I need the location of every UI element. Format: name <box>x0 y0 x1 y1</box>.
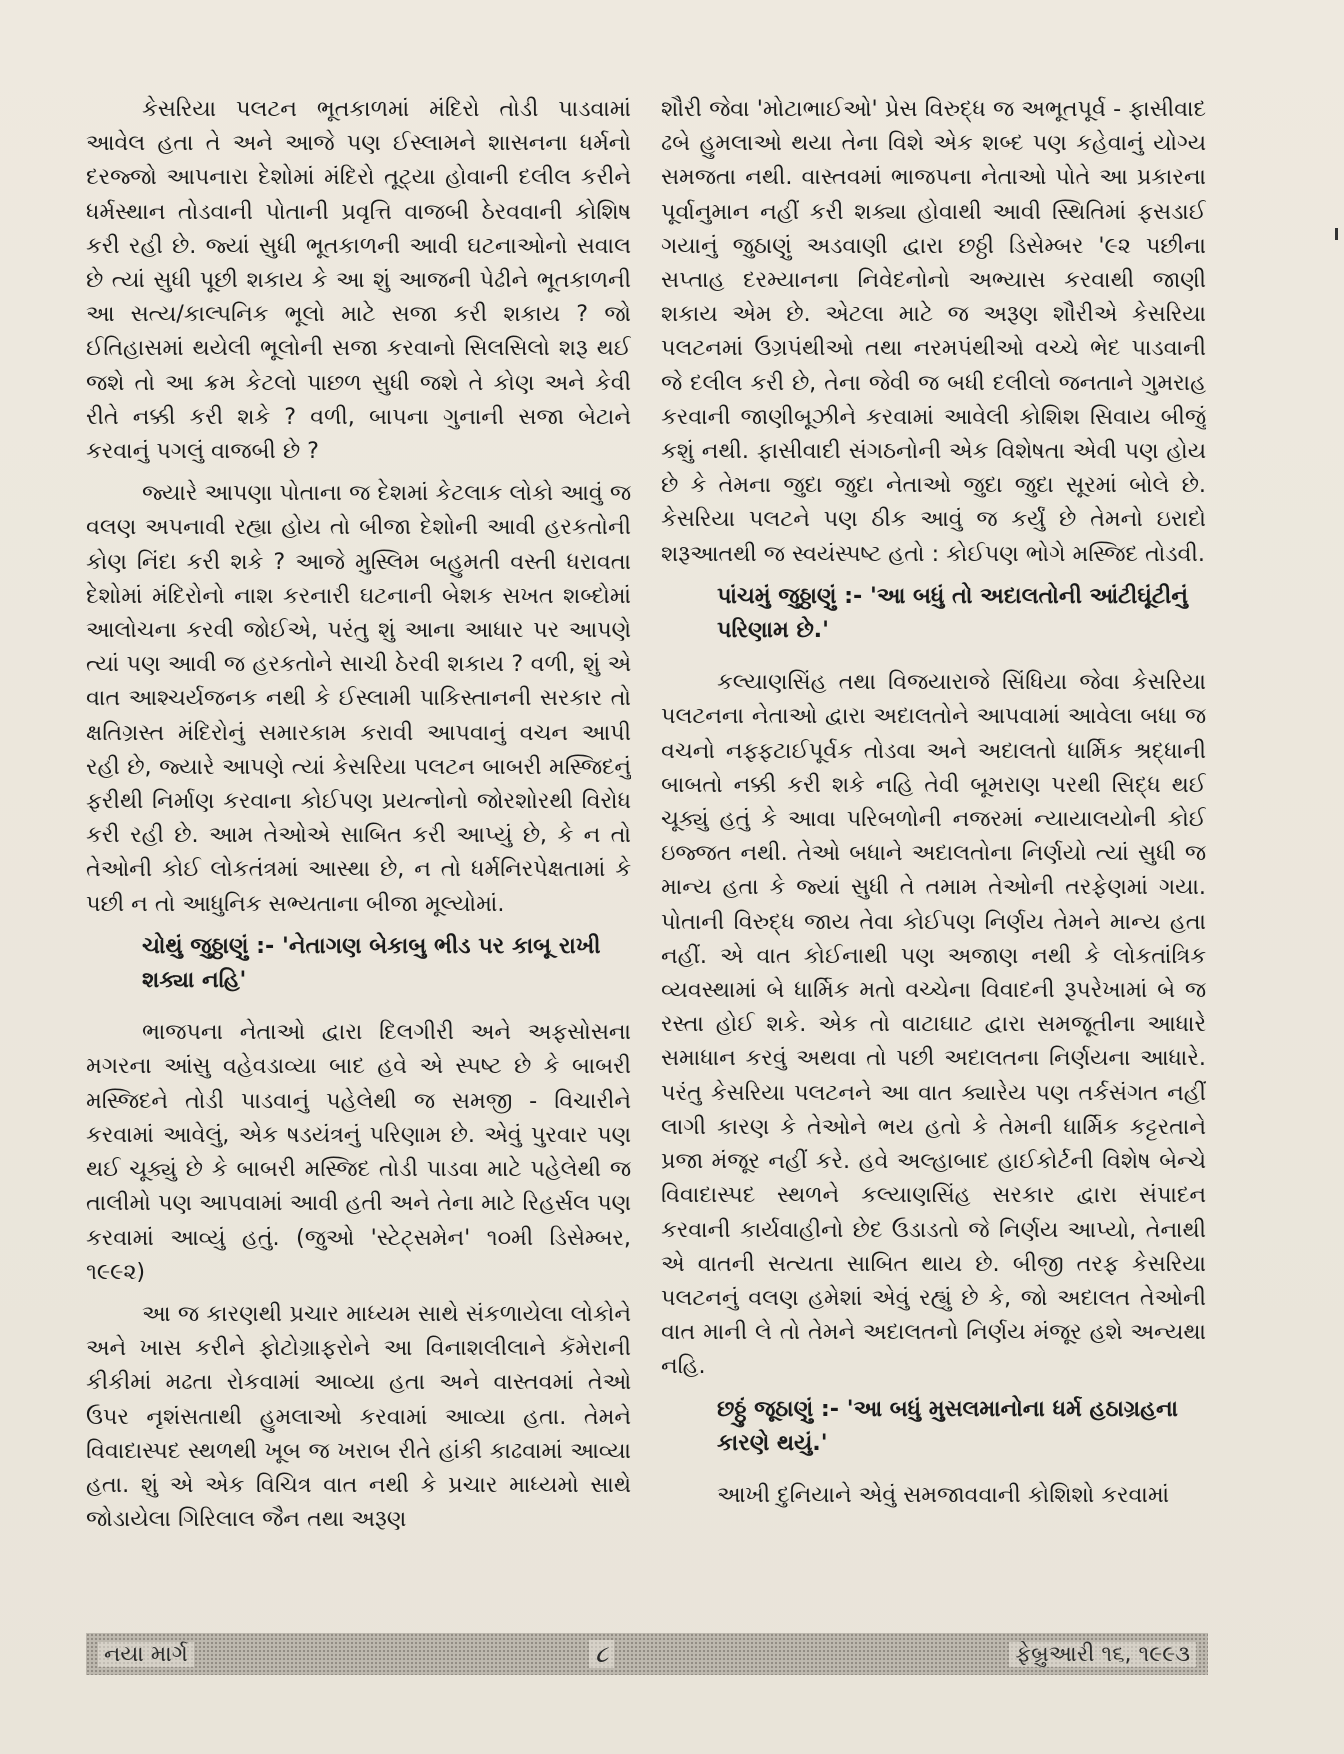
paragraph: કલ્યાણસિંહ તથા વિજયારાજે સિંધિયા જેવા કેસરિયા પલટનના નેતાઓ દ્વારા અદાલતોને આપવામાં આવેલા બધા જ વચનો નફ્ફટાઈપૂર્વક તોડવા અને અદાલતો ધાર્મિક શ્રદ્ધાની બાબતો નક્કી કરી શકે નહિ તેવી બૂમરાણ પરથી સિદ્ધ થઈ ચૂક્યું હતું કે આવા પરિબળોની નજરમાં ન્યાયાલયોની કોઈ ઇજ્જત નથી. તેઓ બધાને અદાલતોના નિર્ણયો ત્યાં સુધી જ માન્ય હતા કે જ્યાં સુધી તે તમામ તેઓની તરફેણમાં ગયા. પોતાની વિરુદ્ધ જાય તેવા કોઈપણ નિર્ણય તેમને માન્ય હતા નહીં. એ વાત કોઈનાથી પણ અજાણ નથી કે લોકતાંત્રિક વ્યવસ્થામાં બે ધાર્મિક મતો વચ્ચેના વિવાદની રૂપરેખામાં બે જ રસ્તા હોઈ શકે. એક તો વાટાઘાટ દ્વારા સમજૂતીના આધારે સમાધાન કરવું અથવા તો પછી અદાલતના નિર્ણયના આધારે. પરંતુ કેસરિયા પલટનને આ વાત ક્યારેય પણ તર્કસંગત નહીં લાગી કારણ કે તેઓને ભય હતો કે તેમની ધાર્મિક કટ્ટરતાને પ્રજા મંજૂર નહીં કરે. હવે અલ્હાબાદ હાઈકોર્ટની વિશેષ બેન્ચે વિવાદાસ્પદ સ્થળને કલ્યાણસિંહ સરકાર દ્વારા સંપાદન કરવાની કાર્યવાહીનો છેદ ઉડાડતો જે નિર્ણય આપ્યો, તેનાથી એ વાતની સત્યતા સાબિત થાય છે. બીજી તરફ કેસરિયા પલટનનું વલણ હમેશાં એવું રહ્યું છે કે, જો અદાલત તેઓની વાત માની લે તો તેમને અદાલતનો નિર્ણય મંજૂર હશે અન્યથા નહિ. <box>661 669 1206 1380</box>
margin-mark <box>1335 228 1338 240</box>
right-column <box>661 92 1206 1612</box>
issue-date: ફેબ્રુઆરી ૧૬, ૧૯૯૩ <box>1009 1642 1196 1667</box>
page-footer <box>86 1633 1208 1675</box>
paragraph: જ્યારે આપણા પોતાના જ દેશમાં કેટલાક લોકો આવું જ વલણ અપનાવી રહ્યા હોય તો બીજા દેશોની આવી હરકતોની કોણ નિંદા કરી શકે ? આજે મુસ્લિમ બહુમતી વસ્તી ધરાવતા દેશોમાં મંદિરોનો નાશ કરનારી ઘટનાની બેશક સખત શબ્દોમાં આલોચના કરવી જોઈએ, પરંતુ શું આના આધાર પર આપણે ત્યાં પણ આવી જ હરકતોને સાચી ઠેરવી શકાય ? વળી, શું એ વાત આશ્ચર્યજનક નથી કે ઈસ્લામી પાકિસ્તાનની સરકાર તો ક્ષતિગ્રસ્ત મંદિરોનું સમારકામ કરાવી આપવાનું વચન આપી રહી છે, જ્યારે આપણે ત્યાં કેસરિયા પલટન બાબરી મસ્જિદનું ફરીથી નિર્માણ કરવાના કોઈપણ પ્રયત્નોનો જોરશોરથી વિરોધ કરી રહી છે. આમ તેઓએ સાબિત કરી આપ્યું છે, કે ન તો તેઓની કોઈ લોકતંત્રમાં આસ્થા છે, ન તો ધર્મનિરપેક્ષતામાં કે પછી ન તો આધુનિક સભ્યતાના બીજા મૂલ્યોમાં. <box>86 480 631 917</box>
page-number: ૮ <box>589 1640 614 1668</box>
magazine-name: નયા માર્ગ <box>98 1642 194 1667</box>
paragraph: શૌરી જેવા 'મોટાભાઈઓ' પ્રેસ વિરુદ્ધ જ અભૂતપૂર્વ - ફાસીવાદ ઢબે હુમલાઓ થયા તેના વિશે એક શબ્દ પણ કહેવાનું યોગ્ય સમજતા નથી. વાસ્તવમાં ભાજપના નેતાઓ પોતે આ પ્રકારના પૂર્વાનુમાન નહીં કરી શક્યા હોવાથી આવી સ્થિતિમાં ફસડાઈ ગયાનું જુઠાણું અડવાણી દ્વારા છઠ્ઠી ડિસેમ્બર '૯૨ પછીના સપ્તાહ દરમ્યાનના નિવેદનોનો અભ્યાસ કરવાથી જાણી શકાય એમ છે. એટલા માટે જ અરૂણ શૌરીએ કેસરિયા પલટનમાં ઉગ્રપંથીઓ તથા નરમપંથીઓ વચ્ચે ભેદ પાડવાની જે દલીલ કરી છે, તેના જેવી જ બધી દલીલો જનતાને ગુમરાહ કરવાની જાણીબૂઝીને કરવામાં આવેલી કોશિશ સિવાય બીજું કશું નથી. ફાસીવાદી સંગઠનોની એક વિશેષતા એવી પણ હોય છે કે તેમના જુદા જુદા નેતાઓ જુદા જુદા સૂરમાં બોલે છે. કેસરિયા પલટને પણ ઠીક આવું જ કર્યું છે તેમનો ઇરાદો શરૂઆતથી જ સ્વયંસ્પષ્ટ હતો : કોઈપણ ભોગે મસ્જિદ તોડવી. <box>661 96 1206 567</box>
paragraph: આ જ કારણથી પ્રચાર માધ્યમ સાથે સંકળાયેલા લોકોને અને ખાસ કરીને ફોટોગ્રાફરોને આ વિનાશલીલાને કૅમેરાની કીકીમાં મઢતા રોકવામાં આવ્યા હતા અને વાસ્તવમાં તેઓ ઉપર નૃશંસતાથી હુમલાઓ કરવામાં આવ્યા હતા. તેમને વિવાદાસ્પદ સ્થળથી ખૂબ જ ખરાબ રીતે હાંકી કાઢવામાં આવ્યા હતા. શું એ એક વિચિત્ર વાત નથી કે પ્રચાર માધ્યમો સાથે જોડાયેલા ગિરિલાલ જૈન તથા અરૂણ <box>86 1300 631 1533</box>
section-heading-fifth-lie: પાંચમું જુઠ્ઠાણું :- 'આ બધું તો અદાલતોની આંટીઘૂંટીનું પરિણામ છે.' <box>717 582 1188 644</box>
paragraph: આખી દુનિયાને એવું સમજાવવાની કોશિશો કરવામાં <box>717 1481 1170 1508</box>
article-columns <box>86 92 1206 1612</box>
left-column <box>86 92 631 1612</box>
section-heading-fourth-lie: ચોથું જુઠ્ઠાણું :- 'નેતાગણ બેકાબુ ભીડ પર કાબૂ રાખી શક્યા નહિ' <box>142 932 601 994</box>
section-heading-sixth-lie: છઠ્ઠું જૂઠાણું :- 'આ બધું મુસલમાનોના ધર્મ હઠાગ્રહના કારણે થયું.' <box>717 1395 1179 1456</box>
paragraph: કેસરિયા પલટન ભૂતકાળમાં મંદિરો તોડી પાડવામાં આવેલ હતા તે અને આજે પણ ઈસ્લામને શાસનના ધર્મનો દરજ્જો આપનારા દેશોમાં મંદિરો તૂટ્યા હોવાની દલીલ કરીને ધર્મસ્થાન તોડવાની પોતાની પ્રવૃત્તિ વાજબી ઠેરવવાની કોશિષ કરી રહી છે. જ્યાં સુધી ભૂતકાળની આવી ઘટનાઓનો સવાલ છે ત્યાં સુધી પૂછી શકાય કે આ શું આજની પેઢીને ભૂતકાળની આ સત્ય/કાલ્પનિક ભૂલો માટે સજા કરી શકાય ? જો ઈતિહાસમાં થયેલી ભૂલોની સજા કરવાનો સિલસિલો શરૂ થઈ જશે તો આ ક્રમ કેટલો પાછળ સુધી જશે તે કોણ અને કેવી રીતે નક્કી કરી શકે ? વળી, બાપના ગુનાની સજા બેટાને કરવાનું પગલું વાજબી છે ? <box>86 96 631 465</box>
paragraph: ભાજપના નેતાઓ દ્વારા દિલગીરી અને અફસોસના મગરના આંસુ વહેવડાવ્યા બાદ હવે એ સ્પષ્ટ છે કે બાબરી મસ્જિદને તોડી પાડવાનું પહેલેથી જ સમજી - વિચારીને કરવામાં આવેલું, એક ષડયંત્રનું પરિણામ છે. એવું પુરવાર પણ થઈ ચૂક્યું છે કે બાબરી મસ્જિદ તોડી પાડવા માટે પહેલેથી જ તાલીમો પણ આપવામાં આવી હતી અને તેના માટે રિહર્સલ પણ કરવામાં આવ્યું હતું. (જુઓ 'સ્ટેટ્સમેન' ૧૦મી ડિસેમ્બર, ૧૯૯૨) <box>86 1019 631 1285</box>
